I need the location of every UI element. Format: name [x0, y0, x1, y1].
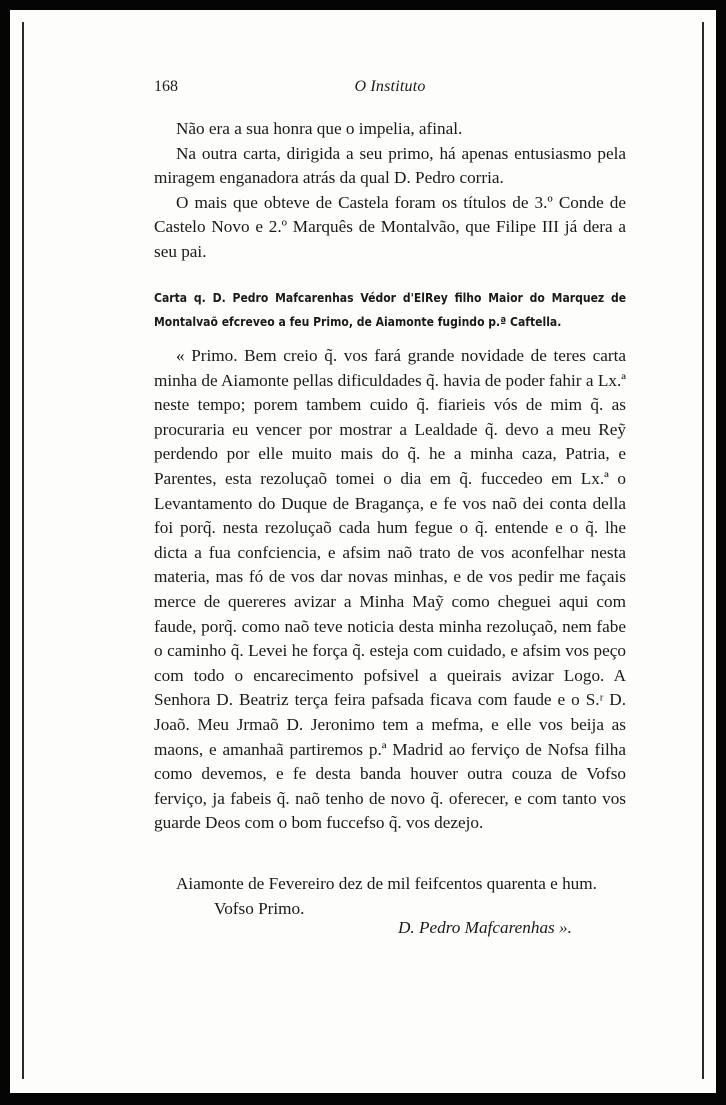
paragraph: Na outra carta, dirigida a seu primo, há apenas entusiasmo pela miragem enganadora atrás da qual D. Pedro corria. [154, 143, 626, 188]
letter-signature: D. Pedro Mafcarenhas ». [398, 918, 572, 937]
letter-date-line: Aiamonte de Fevereiro dez de mil feifcentos quarenta e hum. [176, 874, 597, 893]
letter-paragraph: « Primo. Bem creio q̃. vos fará grande novidade de teres carta minha de Aiamonte pellas dificuldades q̃. havia de poder fahir a Lx.ª neste tempo; porem tambem cuido q̃. fiarieis vós de mim q̃. as procuraria eu vencer por mostrar a Lealdade q̃. devo a meu Reỹ perdendo por elle muito mais do q̃. he a minha caza, Patria, e Parentes, esta rezoluçaõ tomei o dia em q̃. fuccedeo em Lx.ª o Levantamento do Duque de Bragança, e fe vos naõ dei conta della foi porq̃. nesta rezoluçaõ cada hum fegue o q̃. entende e o q̃. lhe dicta a fua confciencia, e afsim naõ trato de vos aconfelhar nesta materia, mas fó de vos dar novas minhas, e de vos pedir me façais merce de quereres avizar a Minha Maỹ como cheguei aqui com faude, porq̃. como naõ teve noticia desta minha rezoluçaõ, nem fabe o caminho q̃. Levei he força q̃. esteja com cuidado, e afsim vos peço com todo o encarecimento pofsivel a queirais avizar Logo. A Senhora D. Beatriz terça feira pafsada ficava com faude e o S.ʳ D. Joaõ. Meu Jrmaõ D. Jeronimo tem a mefma, e elle vos beija as maons, e amanhaã partiremos p.ª Madrid ao ferviço de Nofsa filha como devemos, e fe desta banda houver outra couza de Vofso ferviço, ja fabeis q̃. naõ tenho de novo q̃. oferecer, e com tanto vos guarde Deos com o bom fuccefso q̃. vos dezejo. [154, 346, 626, 833]
commentary-text [154, 117, 626, 265]
journal-title: O Instituto [354, 78, 426, 95]
letter-salutation: Vofso Primo. [214, 899, 305, 918]
letter-heading-line: Carta q. D. Pedro Mafcarenhas Védor d'ElRey filho Maior do Marquez de [154, 290, 627, 305]
letter-heading [154, 286, 626, 334]
letter-heading-line: Montalvaõ efcreveo a feu Primo, de Aiamonte fugindo p.ª Caftella. [154, 314, 562, 329]
paragraph: O mais que obteve de Castela foram os títulos de 3.º Conde de Castelo Novo e 2.º Marquês de Montalvão, que Filipe III já dera a seu pai. [154, 192, 626, 261]
page-number: 168 [154, 78, 178, 95]
running-header [154, 78, 626, 100]
letter-body [154, 344, 626, 836]
paragraph: Não era a sua honra que o impelia, afinal. [176, 119, 463, 138]
